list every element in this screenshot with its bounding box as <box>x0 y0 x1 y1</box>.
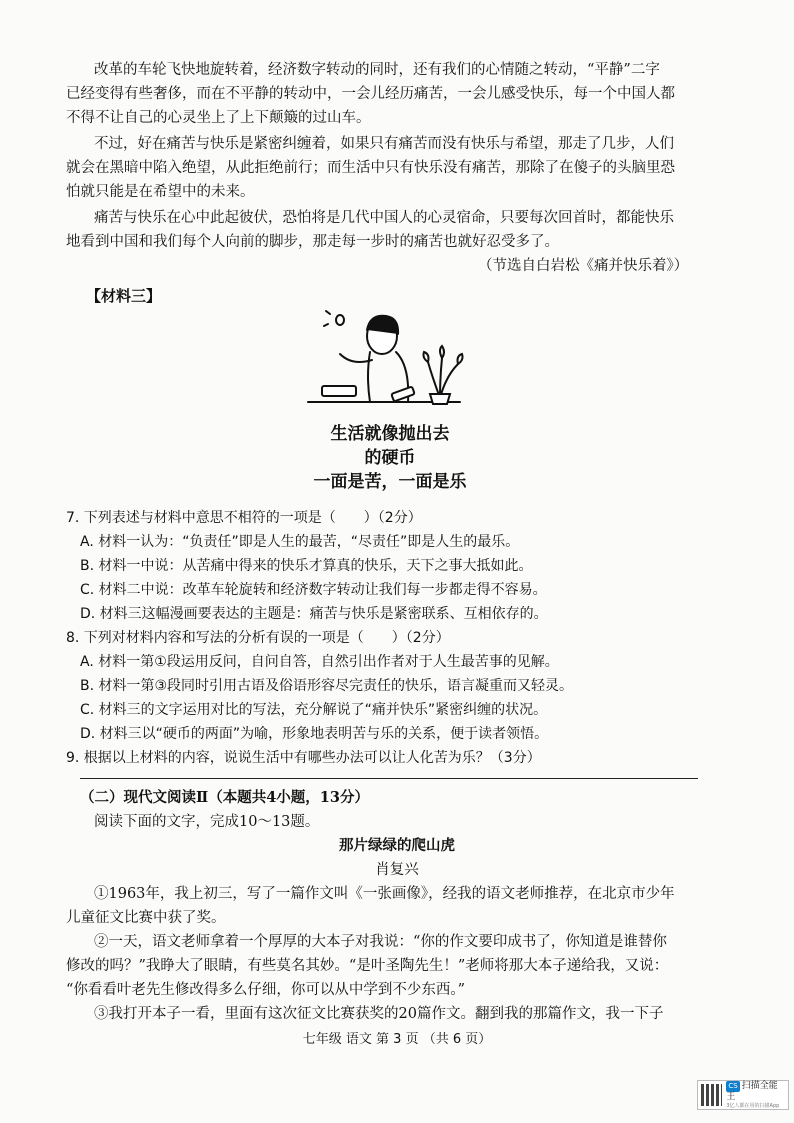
caption-line-3: 一面是苦，一面是乐 <box>313 472 467 492</box>
badge-title: 扫描全能王 <box>726 1080 778 1102</box>
badge-text <box>726 1081 785 1110</box>
qr-code-icon <box>701 1084 722 1106</box>
q8-option-a: A. 材料一第①段运用反问，自问自答，自然引出作者对于人生最苦事的见解。 <box>80 654 559 670</box>
q8-option-b: B. 材料一第③段同时引用古语及俗语形容尽完责任的快乐，语言凝重而又轻灵。 <box>80 678 574 694</box>
q7-option-c: C. 材料二中说：改革车轮旋转和经济数字转动让我们每一步都走得不容易。 <box>80 582 547 598</box>
article-para-1-l1: ①1963年，我上初三，写了一篇作文叫《一张画像》，经我的语文老师推荐，在北京市少年 <box>94 886 675 902</box>
material3-heading: 【材料三】 <box>86 287 162 305</box>
q7-option-b: B. 材料一中说：从苦痛中得来的快乐才算真的快乐，天下之事大抵如此。 <box>80 558 533 574</box>
article-para-3-l1: ③我打开本子一看，里面有这次征文比赛获奖的20篇作文。翻到我的那篇作文，我一下子 <box>94 1006 664 1022</box>
m2-p1-l1: 改革的车轮飞快地旋转着，经济数字转动的同时，还有我们的心情随之转动，“平静”二字 <box>94 62 660 78</box>
article-para-2-l3: “你看看叶老先生修改得多么仔细，你可以从中学到不少东西。” <box>66 982 466 998</box>
article-para-2-l1: ②一天，语文老师拿着一个厚厚的大本子对我说：“你的作文要印成书了，你知道是谁替你 <box>94 934 667 950</box>
article-title: 那片绿绿的爬山虎 <box>339 838 455 854</box>
m2-p1-l2: 已经变得有些奢侈，而在不平静的转动中，一会儿经历痛苦，一会儿感受快乐，每一个中国人都 <box>66 86 675 102</box>
q7-option-a: A. 材料一认为：“负责任”即是人生的最苦，“尽责任”即是人生的最乐。 <box>80 534 520 550</box>
m2-p1-l3: 不得不让自己的心灵坐上了上下颠簸的过山车。 <box>66 110 371 126</box>
caption-line-1: 生活就像抛出去 <box>330 424 450 444</box>
m2-p2-l1: 不过，好在痛苦与快乐是紧密纠缠着，如果只有痛苦而没有快乐与希望，那走了几步，人们 <box>94 136 674 152</box>
section2-heading: （二）现代文阅读Ⅱ（本题共4小题，13分） <box>80 789 369 806</box>
article-para-1-l2: 儿童征文比赛中获了奖。 <box>66 910 226 926</box>
question-9: 9. 根据以上材料的内容，说说生活中有哪些办法可以让人化苦为乐？（3分） <box>66 750 541 766</box>
m2-source: （节选自白岩松《痛并快乐着》） <box>478 258 689 274</box>
m2-p3-l2: 地看到中国和我们每个人向前的脚步，那走每一步时的痛苦也就好忍受多了。 <box>66 234 559 250</box>
section2-instruction: 阅读下面的文字，完成10～13题。 <box>94 814 320 830</box>
divider <box>80 778 698 779</box>
article-author: 肖复兴 <box>375 862 419 878</box>
cartoon-caption <box>300 422 480 494</box>
scanner-watermark-badge <box>697 1080 789 1110</box>
cartoon-illustration <box>300 306 470 416</box>
cs-logo-icon: CS <box>728 1081 738 1090</box>
m2-p3-l1: 痛苦与快乐在心中此起彼伏，恐怕将是几代中国人的心灵宿命，只要每次回首时，都能快乐 <box>94 210 674 226</box>
m2-p2-l2: 就会在黑暗中陷入绝望，从此拒绝前行；而生活中只有快乐没有痛苦，那除了在傻子的头脑里恐 <box>66 160 675 176</box>
m2-p2-l3: 怕就只能是在希望中的未来。 <box>66 184 255 200</box>
q8-option-c: C. 材料三的文字运用对比的写法，充分解说了“痛并快乐”紧密纠缠的状况。 <box>80 702 548 718</box>
article-para-2-l2: 修改的吗？”我睁大了眼睛，有些莫名其妙。“是叶圣陶先生！”老师将那大本子递给我，又说： <box>66 958 669 974</box>
badge-subtitle: 3亿人都在用的扫描App <box>726 1102 780 1109</box>
q8-option-d: D. 材料三以“硬币的两面”为喻，形象地表明苦与乐的关系，便于读者领悟。 <box>80 726 549 742</box>
page-footer: 七年级 语文 第 3 页 （共 6 页） <box>302 1032 492 1047</box>
question-7: 7. 下列表述与材料中意思不相符的一项是（ ）（2分） <box>66 510 422 526</box>
question-8: 8. 下列对材料内容和写法的分析有误的一项是（ ）（2分） <box>66 630 450 646</box>
q7-option-d: D. 材料三这幅漫画要表达的主题是：痛苦与快乐是紧密联系、互相依存的。 <box>80 606 548 622</box>
caption-line-2: 的硬币 <box>364 448 416 468</box>
